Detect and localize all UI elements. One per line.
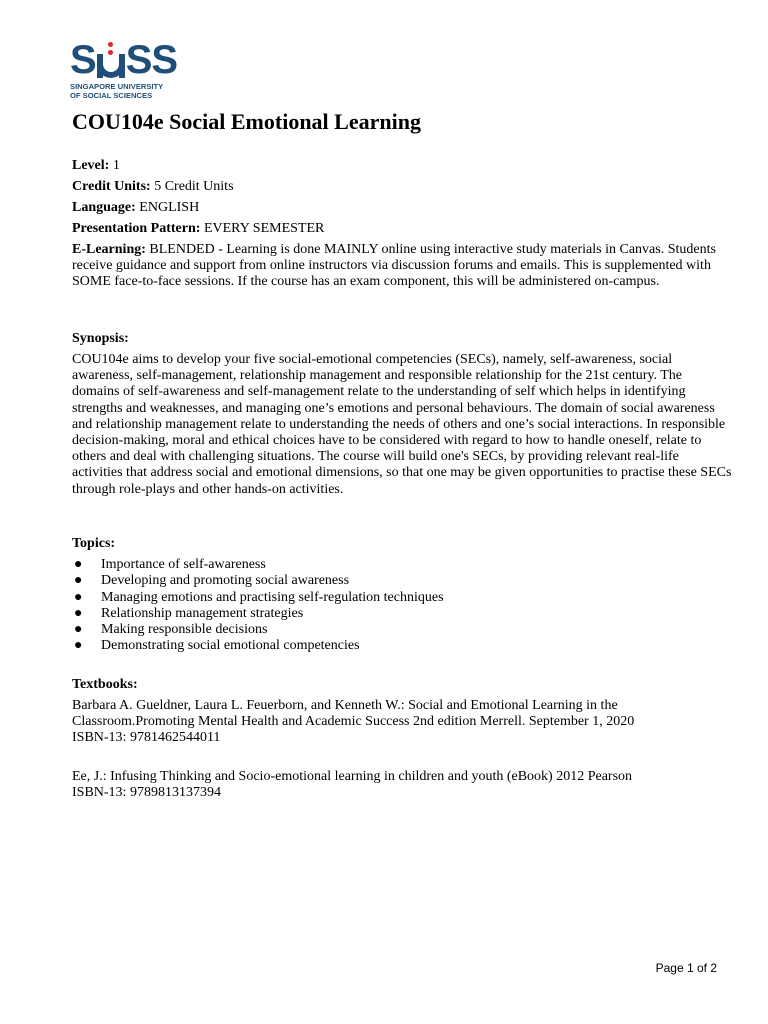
bullet-icon: ● [74, 573, 83, 589]
synopsis-heading: Synopsis: [72, 331, 129, 346]
list-item: ● Managing emotions and practising self-regulation techniques [74, 589, 444, 605]
bullet-icon: ● [74, 638, 83, 654]
list-item: ● Making responsible decisions [74, 622, 268, 638]
textbooks-heading: Textbooks: [72, 677, 138, 692]
logo-letter-u [97, 42, 125, 78]
list-item: ● Demonstrating social emotional competencies [74, 638, 360, 654]
elearning-value: BLENDED - Learning is done MAINLY online using interactive study materials in Canvas. Students receive guidance and support from online instructors via discussion forums and emails. This is supplemented with SOME face-to-face sessions. If the course has an exam component, this will be administered on-campus. [72, 242, 716, 290]
logo-letter-s3: S [151, 38, 178, 82]
textbook-1-line1: Barbara A. Gueldner, Laura L. Feuerborn, and Kenneth W.: Social and Emotional Learning in the [72, 698, 618, 713]
bullet-icon: ● [74, 589, 83, 605]
credit-value: 5 Credit Units [150, 179, 234, 194]
course-title: COU104e Social Emotional Learning [72, 109, 421, 134]
course-meta [72, 158, 722, 295]
textbook-1 [72, 698, 732, 747]
level-row [72, 158, 722, 175]
topics-list [72, 557, 444, 655]
presentation-label: Presentation Pattern: [72, 221, 201, 236]
logo-wordmark [70, 38, 185, 82]
synopsis-text: COU104e aims to develop your five social-emotional competencies (SECs), namely, self-awareness, social awareness, self-management, relationship management and responsible relationship for the 21st century. The domains of self-awareness and self-management relate to the understanding of self which helps in identifying strengths and weaknesses, and managing one’s emotions and personal behaviours. The domain of social awareness and relationship management relate to understanding the needs of others and one’s social interactions. In responsible decision-making, moral and ethical choices have to be considered with regard to how to handle oneself, relate to others and deal with challenging situations. The course will build one's SECs, by providing relevant real-life activities that address social and emotional dimensions, so that one may be given opportunities to practise these SECs through role-plays and other hands-on activities. [72, 352, 732, 497]
elearning-label: E-Learning: [72, 242, 146, 257]
list-item: ● Relationship management strategies [74, 605, 304, 621]
logo-subtitle-1: SINGAPORE UNIVERSITY [70, 82, 164, 91]
language-label: Language: [72, 200, 136, 215]
textbook-1-line2: Classroom.Promoting Mental Health and Academic Success 2nd edition Merrell. September 1, 2020 [72, 714, 635, 730]
textbook-2 [72, 769, 732, 801]
language-row [72, 200, 722, 217]
logo-subtitle-2: OF SOCIAL SCIENCES [70, 91, 153, 100]
list-item: ● Developing and promoting social awareness [74, 573, 350, 589]
suss-logo [70, 38, 185, 100]
level-label: Level: [72, 158, 110, 173]
bullet-icon: ● [74, 557, 83, 572]
logo-letter-s1: S [70, 38, 96, 82]
page-number: Page 1 of 2 [655, 961, 717, 975]
list-item: ● Importance of self-awareness [74, 557, 266, 572]
textbook-2-line1: Ee, J.: Infusing Thinking and Socio-emotional learning in children and youth (eBook) 2012 Pearson [72, 769, 633, 784]
logo-letter-s2: S [125, 38, 152, 82]
elearning-row [72, 242, 722, 291]
textbook-1-isbn: ISBN-13: 9781462544011 [72, 730, 221, 746]
bullet-icon: ● [74, 622, 83, 638]
credit-row [72, 179, 722, 196]
presentation-row [72, 221, 722, 238]
presentation-value: EVERY SEMESTER [200, 221, 325, 236]
textbook-2-isbn: ISBN-13: 9789813137394 [72, 785, 221, 801]
credit-label: Credit Units: [72, 179, 151, 194]
topics-heading: Topics: [72, 536, 116, 551]
level-value: 1 [109, 158, 120, 173]
language-value: ENGLISH [135, 200, 200, 215]
bullet-icon: ● [74, 605, 83, 621]
